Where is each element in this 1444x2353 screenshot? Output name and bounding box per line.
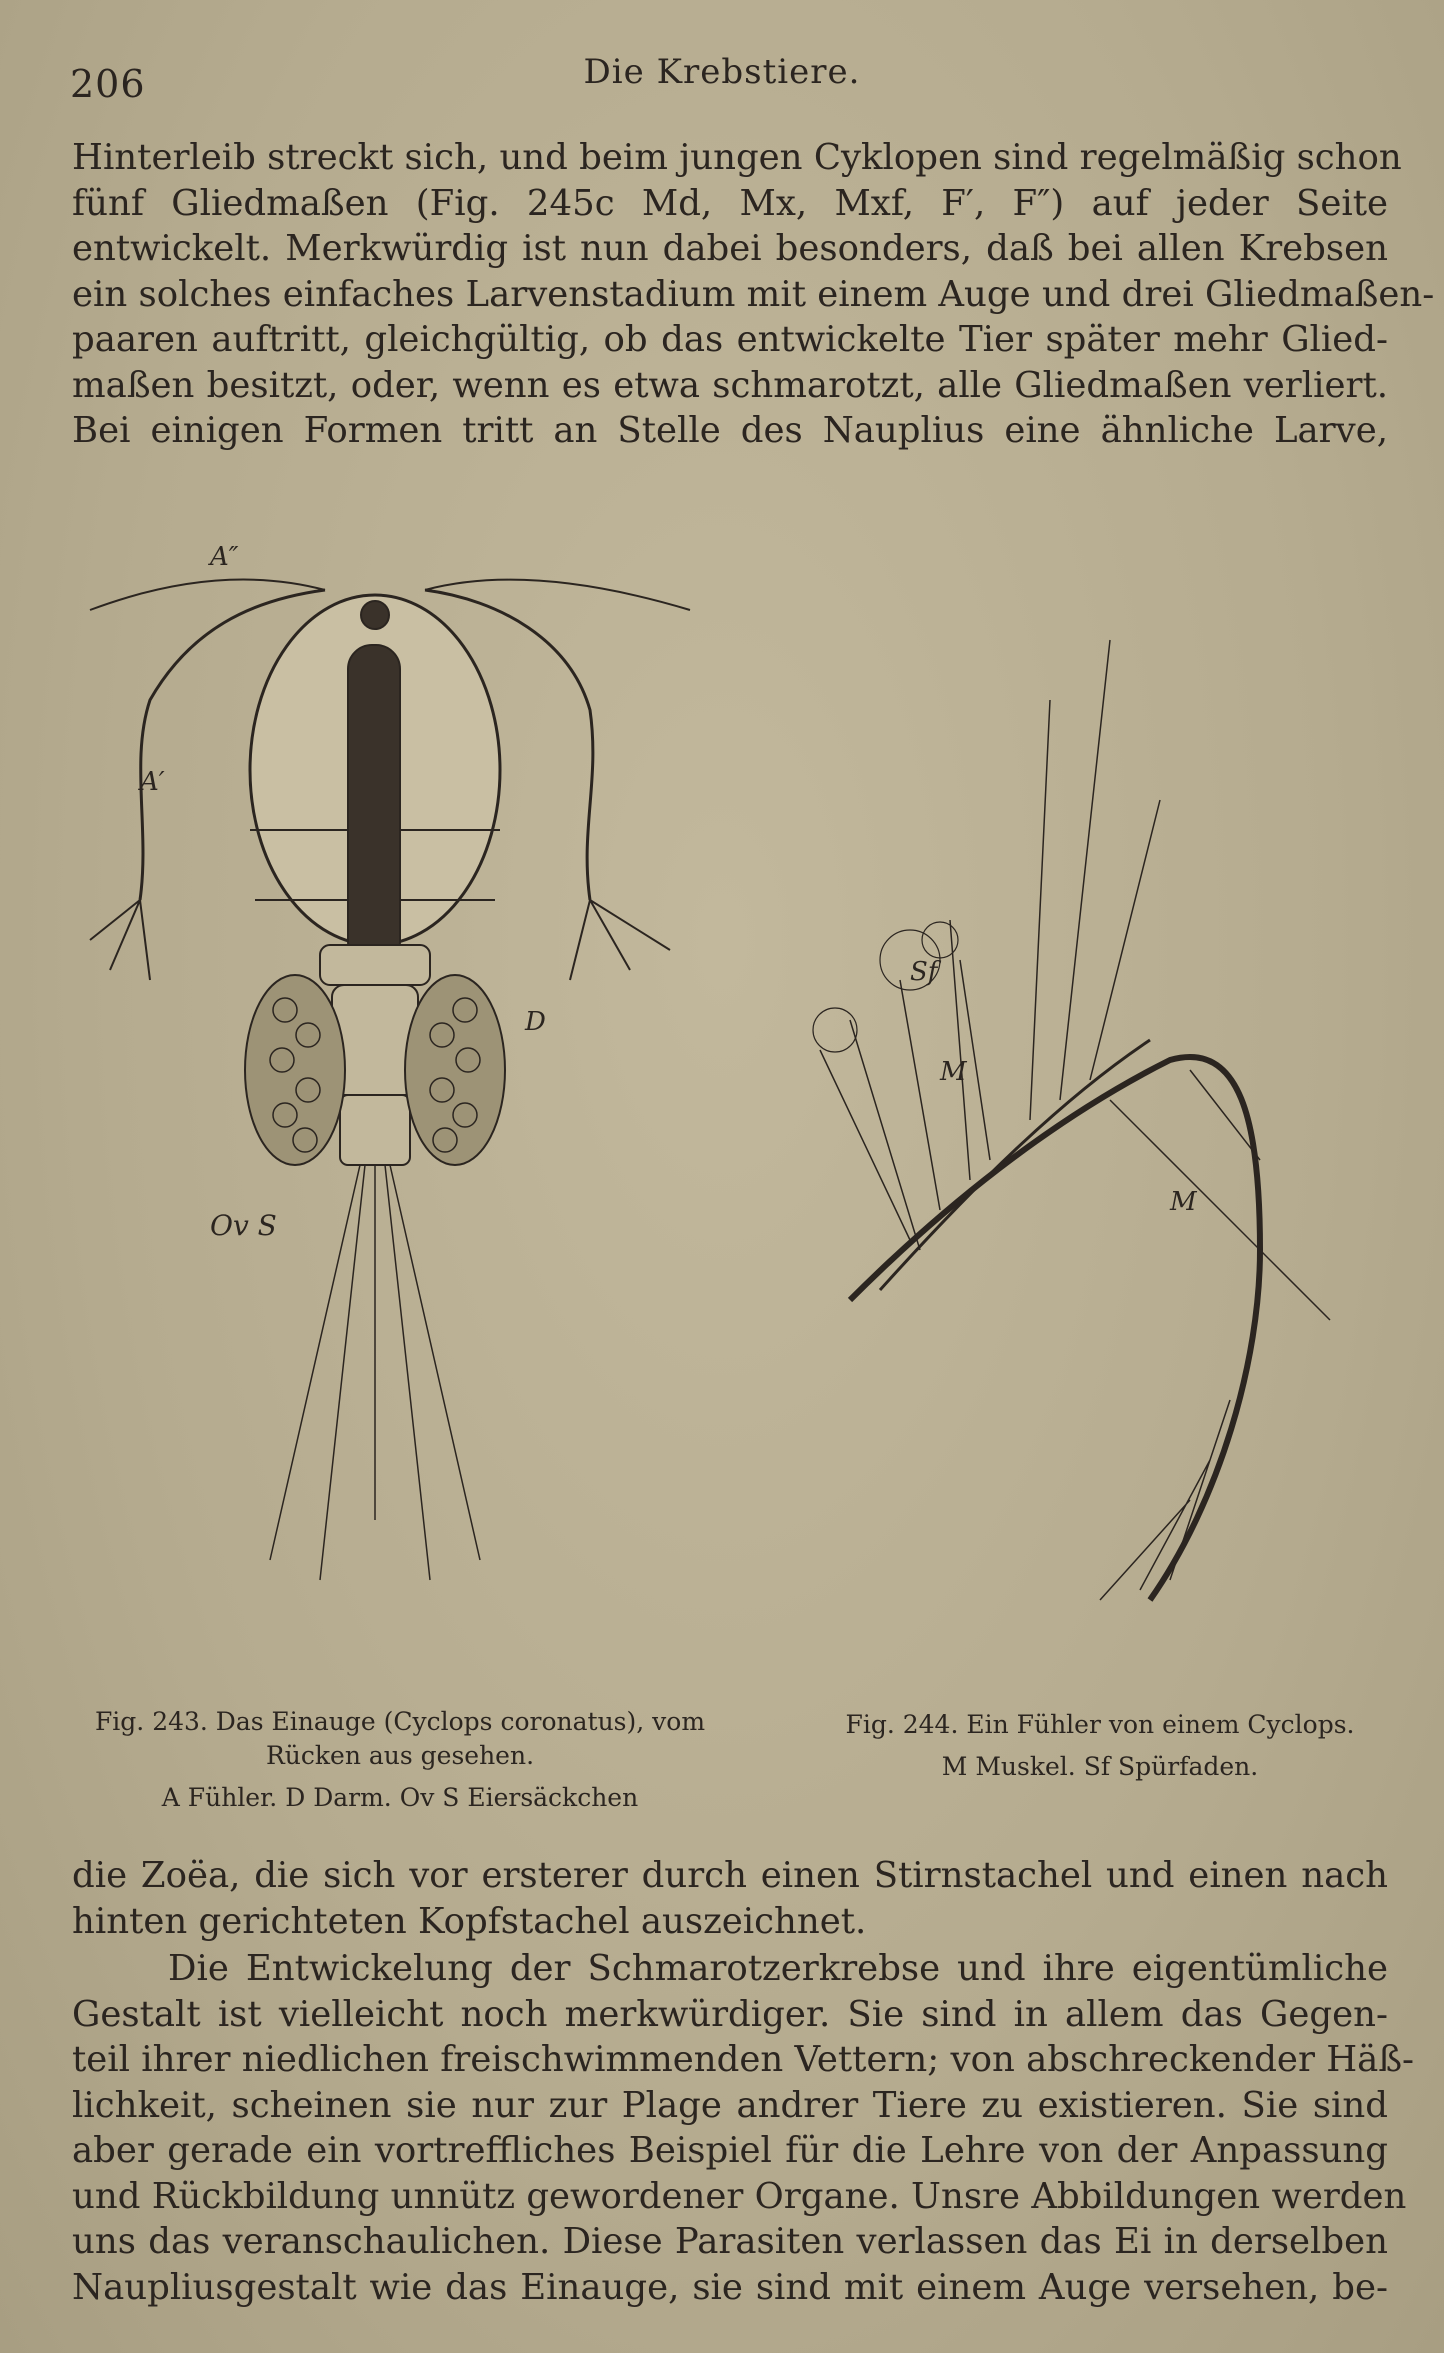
label-d-gut: D bbox=[525, 1007, 546, 1037]
cyclops-illustration bbox=[70, 500, 710, 1630]
paragraph-bottom bbox=[72, 1946, 1415, 2310]
label-a-prime: A′ bbox=[140, 767, 165, 797]
caption-243-line-1: Fig. 243. Das Einauge (Cyclops coronatus), vom bbox=[94, 1707, 706, 1736]
text-line: Naupliusgestalt wie das Einauge, sie sind mit einem Auge versehen, be- bbox=[72, 2266, 1388, 2308]
text-line: uns das veranschaulichen. Diese Parasiten verlassen das Ei in derselben bbox=[72, 2221, 1388, 2262]
text-line: die Zoëa, die sich vor ersterer durch einen Stirnstachel und einen nach bbox=[72, 1855, 1388, 1896]
text-line: Hinterleib streckt sich, und beim jungen Cyklopen sind regelmäßig schon bbox=[72, 137, 1402, 178]
caption-244-line-1: Fig. 244. Ein Fühler von einem Cyclops. bbox=[845, 1710, 1355, 1739]
label-m-muscle-2: M bbox=[1170, 1187, 1197, 1217]
caption-243-line-2: Rücken aus gesehen. bbox=[265, 1741, 535, 1770]
caption-figure-244 bbox=[800, 1708, 1400, 1784]
text-line: ein solches einfaches Larvenstadium mit einem Auge und drei Gliedmaßen- bbox=[72, 273, 1435, 315]
text-line: lichkeit, scheinen sie nur zur Plage andrer Tiere zu existieren. Sie sind bbox=[72, 2084, 1388, 2126]
running-title: Die Krebstiere. bbox=[583, 52, 861, 92]
text-line: paaren auftritt, gleichgültig, ob das entwickelte Tier später mehr Glied- bbox=[72, 319, 1388, 360]
text-line: Gestalt ist vielleicht noch merkwürdiger. Sie sind in allem das Gegen- bbox=[72, 1993, 1388, 2035]
text-line: Bei einigen Formen tritt an Stelle des Nauplius eine ähnliche Larve, bbox=[72, 410, 1388, 451]
label-a-double-prime: A″ bbox=[210, 542, 239, 572]
caption-244-legend: M Muskel. Sf Spürfaden. bbox=[941, 1752, 1259, 1781]
antenna-illustration bbox=[790, 600, 1350, 1620]
figure-243-cyclops bbox=[70, 500, 710, 1630]
text-line: Die Entwickelung der Schmarotzerkrebse und ihre eigentümliche bbox=[168, 1948, 1388, 1989]
text-line: teil ihrer niedlichen freischwimmenden Vettern; von abschreckender Häß- bbox=[72, 2039, 1415, 2080]
caption-figure-243 bbox=[90, 1705, 710, 1815]
text-line: hinten gerichteten Kopfstachel auszeichnet. bbox=[72, 1900, 867, 1942]
page-number: 206 bbox=[70, 62, 146, 106]
text-line: maßen besitzt, oder, wenn es etwa schmarotzt, alle Gliedmaßen verliert. bbox=[72, 364, 1388, 406]
text-line: und Rückbildung unnütz gewordener Organe. Unsre Abbildungen werden bbox=[72, 2175, 1407, 2217]
text-line: aber gerade ein vortreffliches Beispiel für die Lehre von der Anpassung bbox=[72, 2130, 1388, 2171]
paragraph-top bbox=[72, 135, 1435, 454]
label-ovs-egg-sacs: Ov S bbox=[210, 1209, 277, 1242]
figure-244-antenna bbox=[790, 600, 1350, 1620]
label-sf-feeler: Sf bbox=[910, 957, 938, 987]
text-line: entwickelt. Merkwürdig ist nun dabei besonders, daß bei allen Krebsen bbox=[72, 228, 1388, 269]
text-line: fünf Gliedmaßen (Fig. 245c Md, Mx, Mxf, F′, F″) auf jeder Seite bbox=[72, 182, 1388, 224]
paragraph-continuation bbox=[72, 1853, 1388, 1944]
caption-243-legend: A Fühler. D Darm. Ov S Eiersäckchen bbox=[161, 1783, 639, 1812]
label-m-muscle-1: M bbox=[940, 1057, 967, 1087]
